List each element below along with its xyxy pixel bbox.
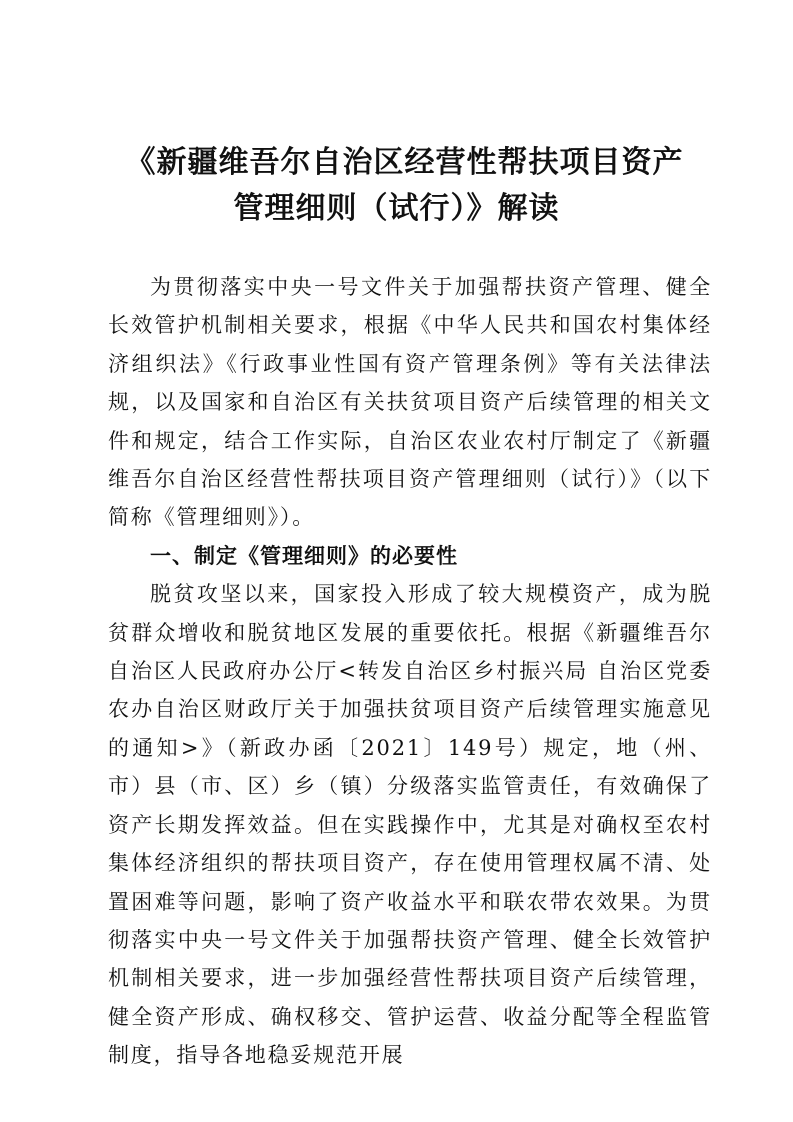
document-title [0,140,793,232]
intro-paragraph: 为贯彻落实中央一号文件关于加强帮扶资产管理、健全长效管护机制相关要求，根据《中华人民共和国农村集体经济组织法》《行政事业性国有资产管理条例》等有关法律法规，以及国家和自治区有关扶贫项目资产后续管理的相关文件和规定，结合工作实际，自治区农业农村厅制定了《新疆维吾尔自治区经营性帮扶项目资产管理细则（试行）》（以下简称《管理细则》）。 [108,275,712,530]
section-heading: 一、制定《管理细则》的必要性 [150,543,458,568]
document-body [108,268,712,1075]
section-paragraph: 脱贫攻坚以来，国家投入形成了较大规模资产，成为脱贫群众增收和脱贫地区发展的重要依托。根据《新疆维吾尔自治区人民政府办公厅<转发自治区乡村振兴局 自治区党委农办自治区财政厅关于加强扶贫项目资产后续管理实施意见的通知>》（新政办函〔2021〕149号）规定，地（州、市）县（市、区）乡（镇）分级落实监管责任，有效确保了资产长期发挥效益。但在实践操作中，尤其是对确权至农村集体经济组织的帮扶项目资产，存在使用管理权属不清、处置困难等问题，影响了资产收益水平和联农带农效果。为贯彻落实中央一号文件关于加强帮扶资产管理、健全长效管护机制相关要求，进一步加强经营性帮扶项目资产后续管理，健全资产形成、确权移交、管护运营、收益分配等全程监管制度，指导各地稳妥规范开展 [108,582,712,1068]
title-line-2: 管理细则（试行）》解读 [233,191,560,226]
title-line-1: 《新疆维吾尔自治区经营性帮扶项目资产 [125,145,684,180]
